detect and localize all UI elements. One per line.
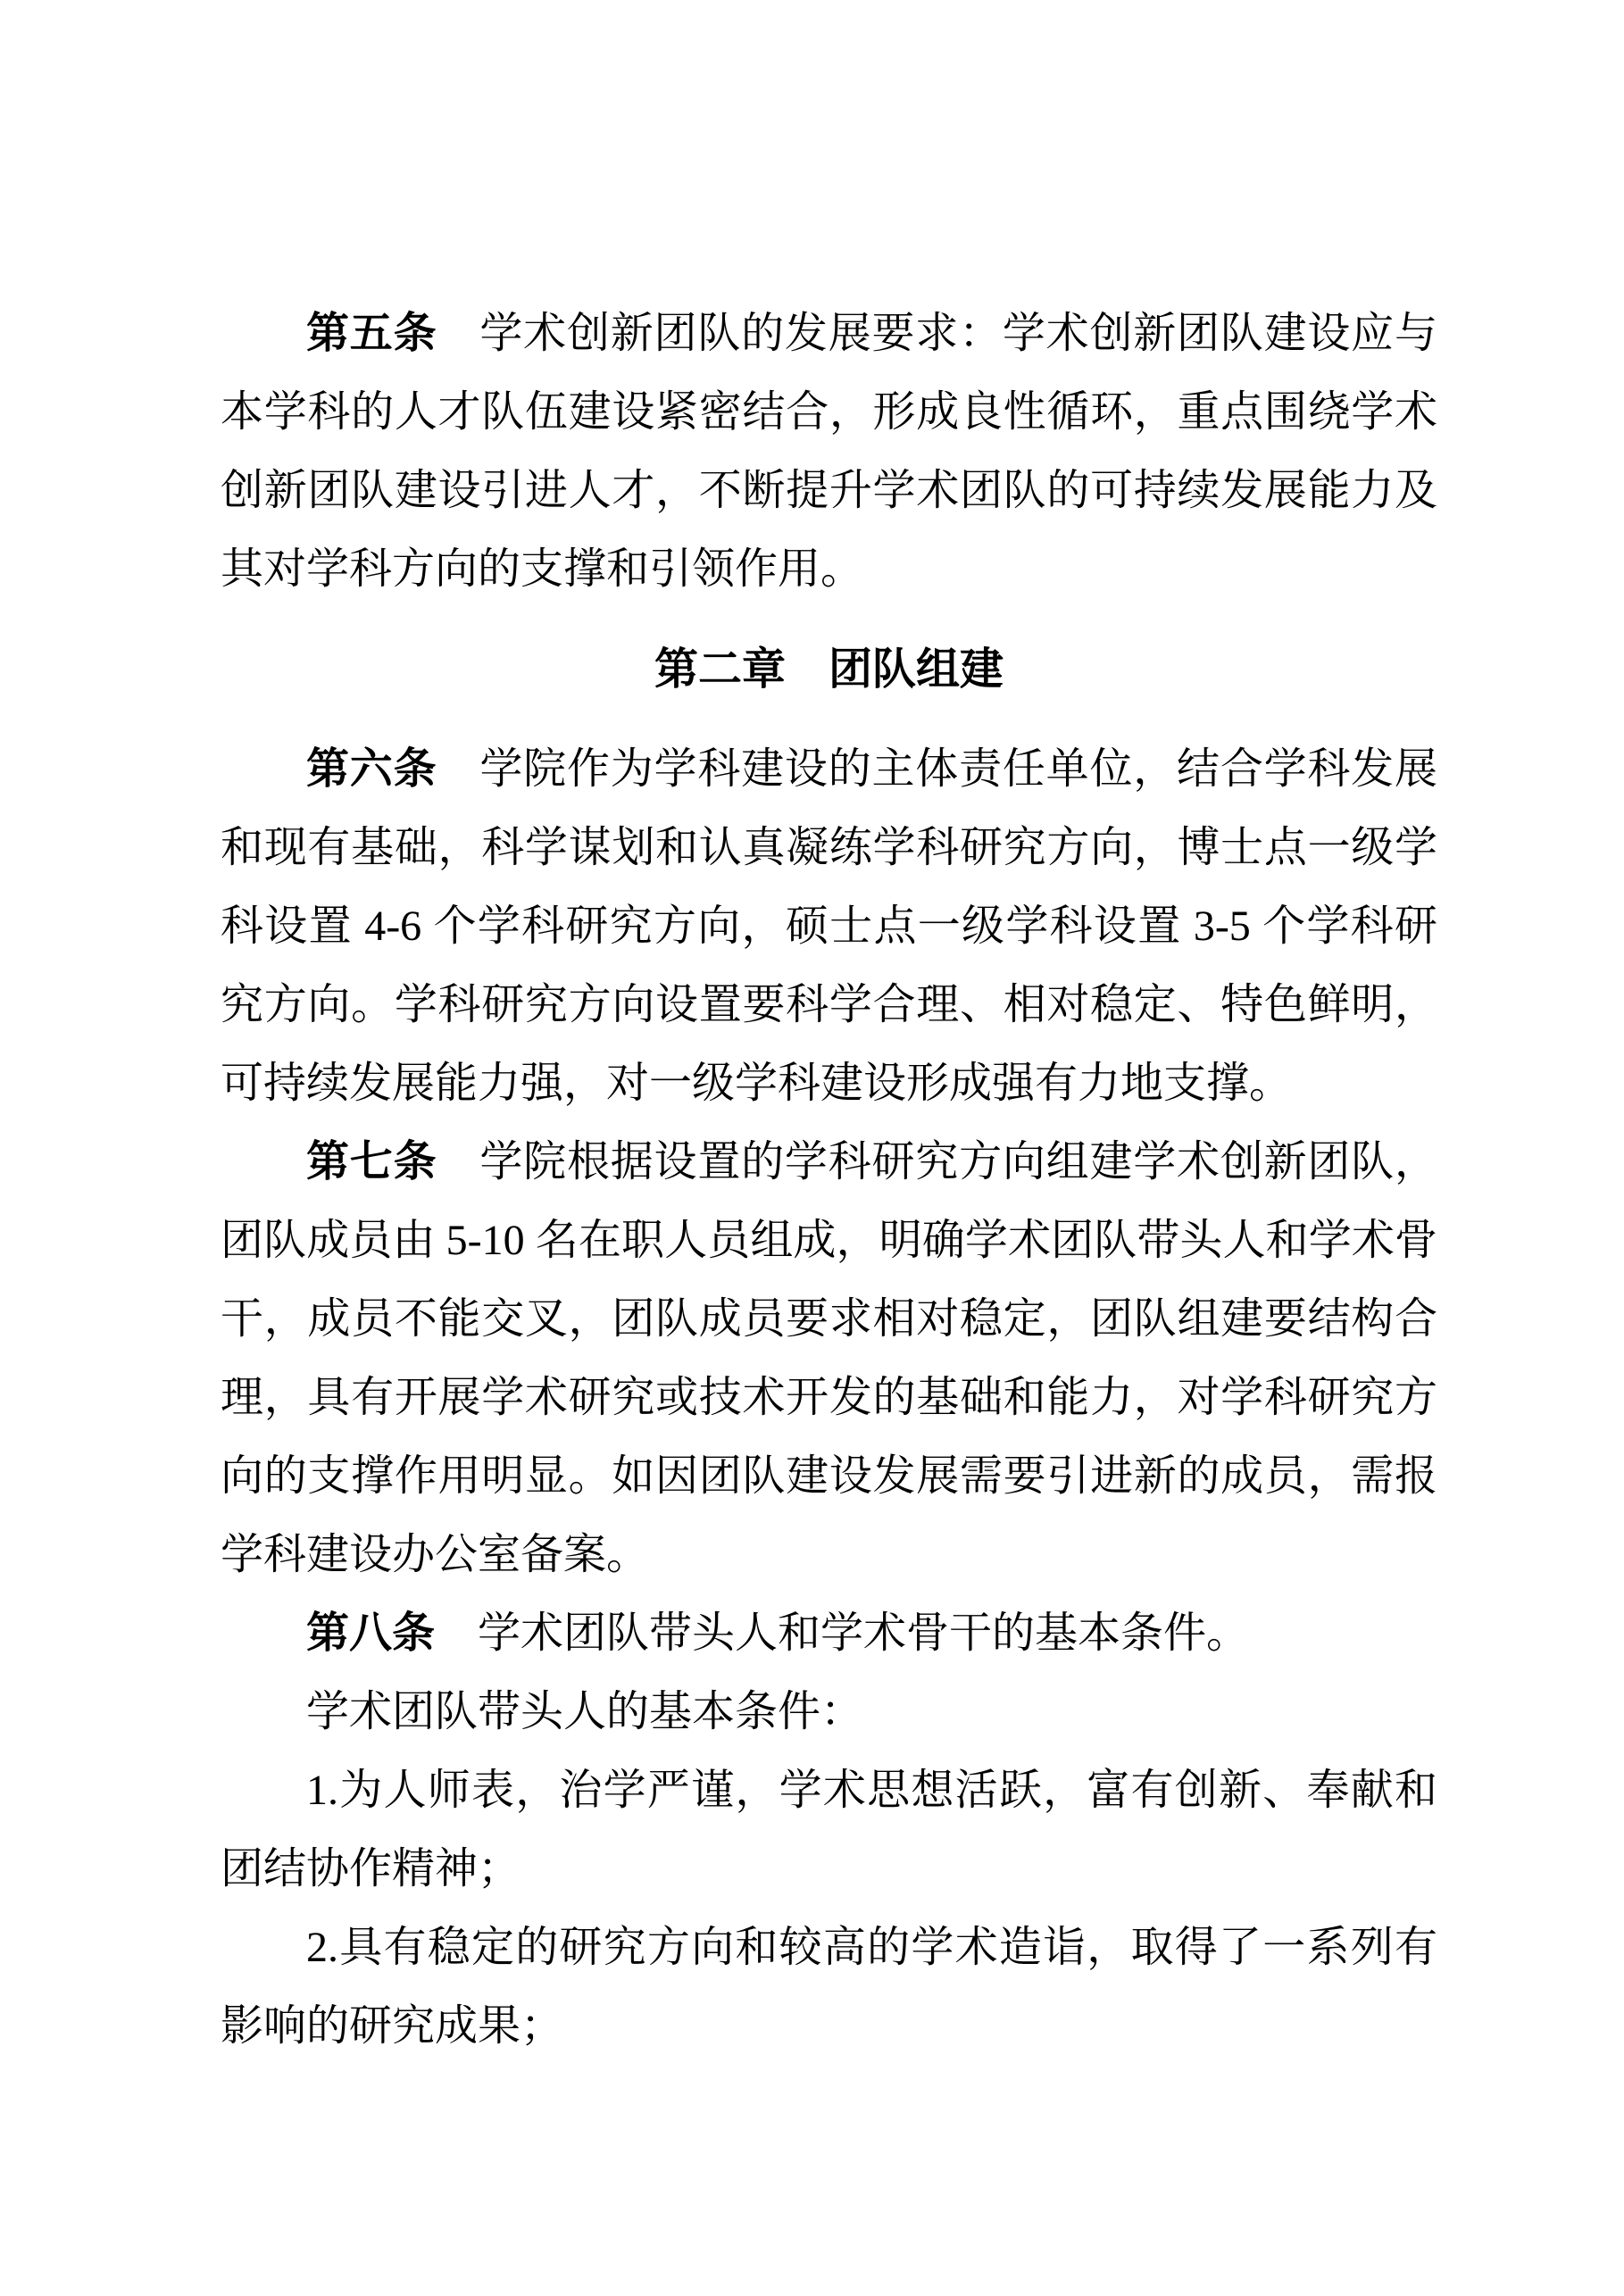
chapter-2-title: 团队组建: [829, 645, 1004, 694]
paragraph-article-8: [221, 1594, 1437, 1673]
chapter-2-heading: [221, 630, 1437, 709]
article-7-text: 学院根据设置的学科研究方向组建学术创新团队，团队成员由 5-10 名在职人员组成，明确学术团队带头人和学术骨干，成员不能交叉，团队成员要求相对稳定，团队组建要结构合理，具有开展学术研究或技术开发的基础和能力，对学科研究方向的支撑作用明显。如因团队建设发展需要引进新的成员，需报学科建设办公室备案。: [221, 1138, 1437, 1578]
article-6-text: 学院作为学科建设的主体责任单位，结合学科发展和现有基础，科学谋划和认真凝练学科研究方向，博士点一级学科设置 4-6 个学科研究方向，硕士点一级学科设置 3-5 个学科研究方向。学科研究方向设置要科学合理、相对稳定、特色鲜明，可持续发展能力强，对一级学科建设形成强有力地支撑。: [221, 745, 1437, 1107]
paragraph-article-7: [221, 1123, 1437, 1594]
article-5-number: 第五条: [306, 310, 437, 357]
article-7-number: 第七条: [306, 1138, 437, 1185]
paragraph-condition-item-1: [221, 1751, 1437, 1909]
article-6-number: 第六条: [306, 745, 437, 793]
chapter-2-number: 第二章: [654, 645, 786, 694]
paragraph-condition-item-2: [221, 1909, 1437, 2066]
paragraph-article-6: [221, 730, 1437, 1123]
article-8-text: 学术团队带头人和学术骨干的基本条件。: [478, 1610, 1250, 1657]
article-5-text: 学术创新团队的发展要求：学术创新团队建设应与本学科的人才队伍建设紧密结合，形成良性循环，重点围绕学术创新团队建设引进人才，不断提升学术团队的可持续发展能力及其对学科方向的支撑和引领作用。: [221, 310, 1437, 593]
paragraph-article-5: [221, 295, 1437, 609]
paragraph-leader-conditions-intro: [221, 1673, 1437, 1751]
condition-item-2-text: 2.具有稳定的研究方向和较高的学术造诣，取得了一系列有影响的研究成果；: [221, 1924, 1437, 2050]
article-8-number: 第八条: [306, 1610, 436, 1657]
condition-item-1-text: 1.为人师表，治学严谨，学术思想活跃，富有创新、奉献和团结协作精神；: [221, 1767, 1437, 1893]
leader-conditions-intro-text: 学术团队带头人的基本条件：: [306, 1688, 864, 1735]
